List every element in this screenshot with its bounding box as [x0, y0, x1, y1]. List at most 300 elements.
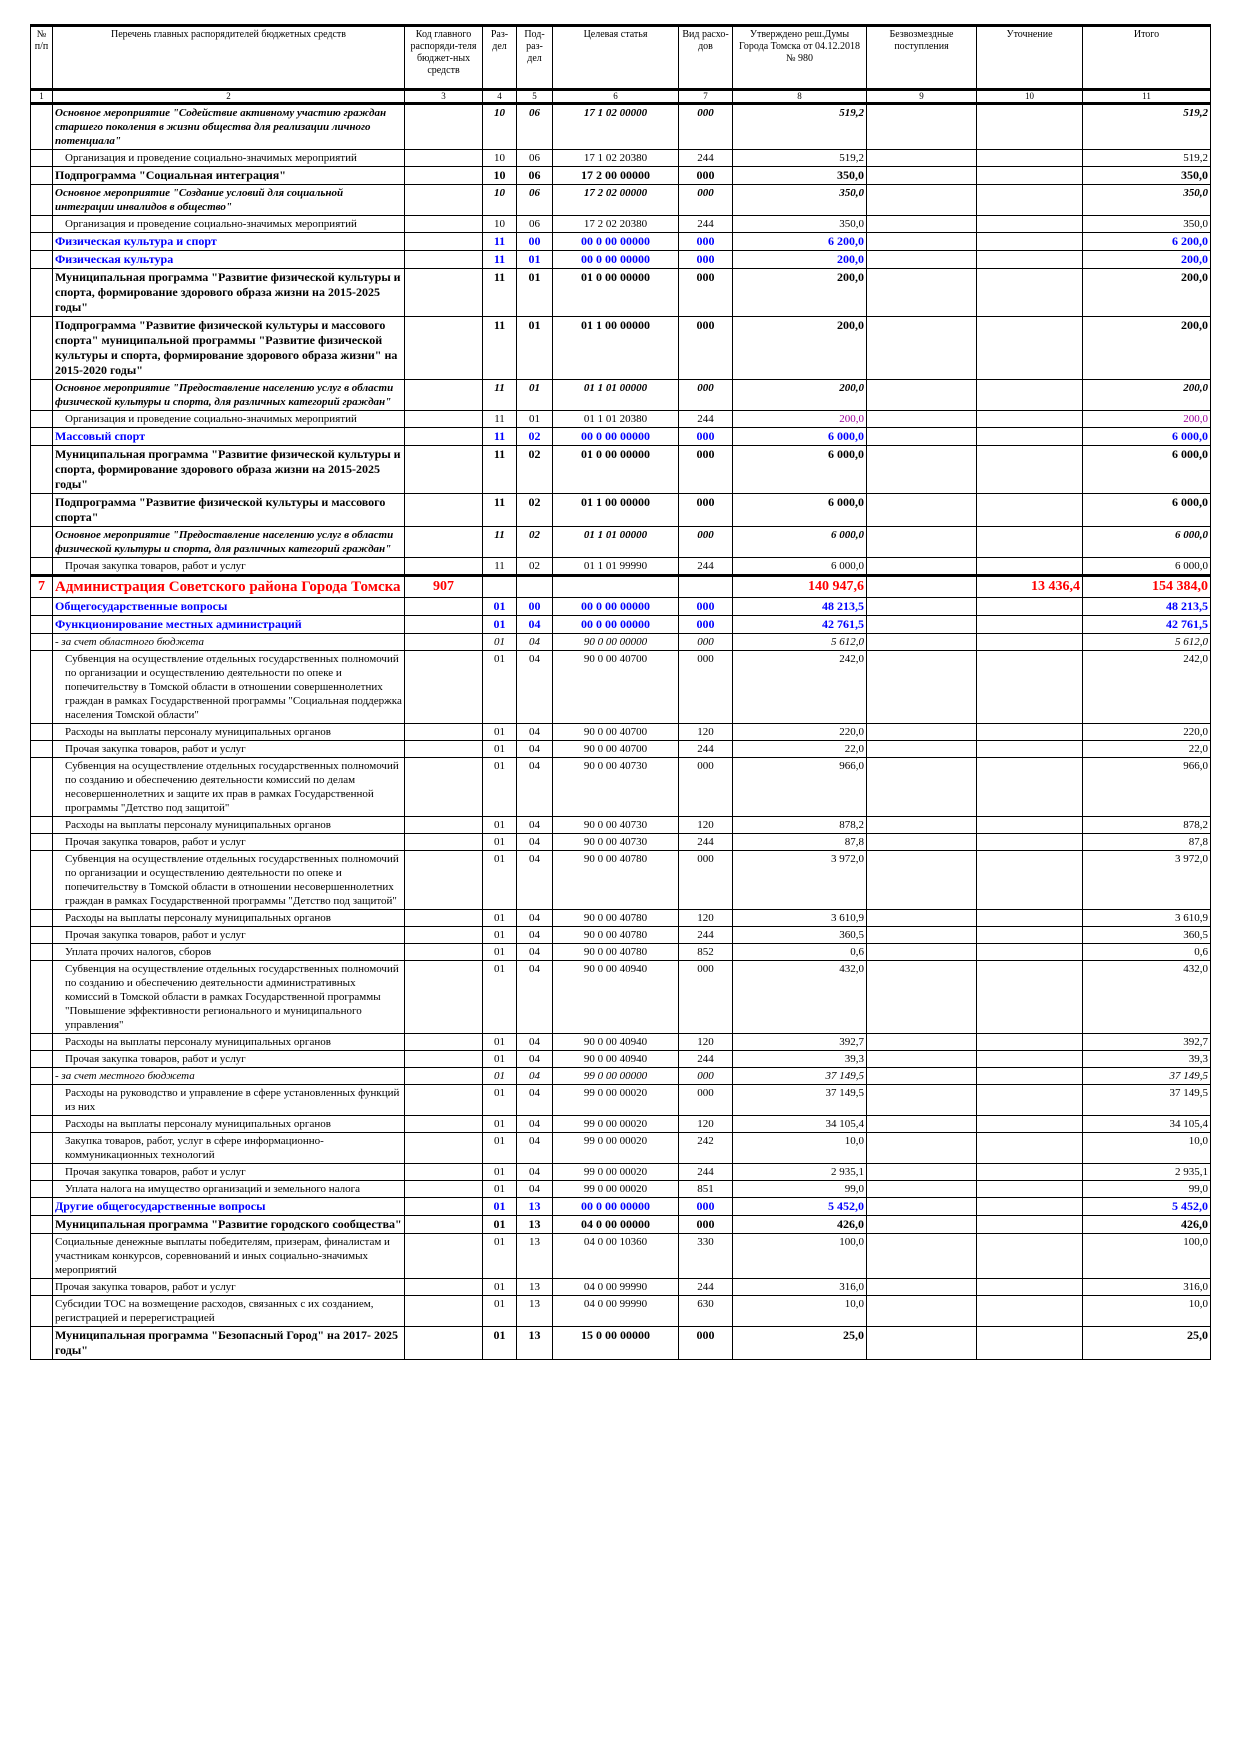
col-header-cel-statya: Целевая статья: [553, 26, 679, 90]
row-vid-rashodov: 000: [679, 446, 733, 494]
row-utverzhdeno: 5 452,0: [733, 1198, 867, 1216]
row-name: Подпрограмма "Развитие физической культуры и массового спорта" муниципальной программы "Развитие физической культуры и спорта, формирование здорового образа жизни" на 2015-2020 годы": [53, 317, 405, 380]
row-itogo: 3 972,0: [1083, 851, 1211, 910]
row-bezvozmezdnye: [867, 1234, 977, 1279]
row-itogo: 10,0: [1083, 1133, 1211, 1164]
row-name: Прочая закупка товаров, работ и услуг: [53, 1279, 405, 1296]
col-header-utverzhdeno: Утверждено реш.Думы Города Томска от 04.12.2018 № 980: [733, 26, 867, 90]
row-kod: [405, 634, 483, 651]
row-cel-statya: 90 0 00 40780: [553, 927, 679, 944]
row-utochnenie: [977, 411, 1083, 428]
row-bezvozmezdnye: [867, 851, 977, 910]
table-row: [31, 1216, 1211, 1234]
row-itogo: 6 000,0: [1083, 428, 1211, 446]
row-name: Социальные денежные выплаты победителям, призерам, финалистам и участникам конкурсов, соревнований и иных социально-значимых мероприятий: [53, 1234, 405, 1279]
row-number: [31, 1279, 53, 1296]
row-kod: [405, 150, 483, 167]
row-utochnenie: [977, 233, 1083, 251]
row-number: [31, 446, 53, 494]
row-utochnenie: [977, 1279, 1083, 1296]
row-utochnenie: [977, 1068, 1083, 1085]
row-itogo: 519,2: [1083, 150, 1211, 167]
row-podrazdel: 04: [517, 724, 553, 741]
row-utochnenie: [977, 317, 1083, 380]
row-utverzhdeno: 200,0: [733, 317, 867, 380]
row-name: Расходы на выплаты персоналу муниципальных органов: [53, 1034, 405, 1051]
table-row: [31, 651, 1211, 724]
row-number: [31, 1051, 53, 1068]
row-utverzhdeno: 6 000,0: [733, 558, 867, 576]
row-podrazdel: 04: [517, 616, 553, 634]
row-number: 7: [31, 576, 53, 598]
row-razdel: 01: [483, 1068, 517, 1085]
row-utochnenie: [977, 1034, 1083, 1051]
row-vid-rashodov: 852: [679, 944, 733, 961]
row-bezvozmezdnye: [867, 1198, 977, 1216]
row-podrazdel: 01: [517, 251, 553, 269]
row-itogo: 350,0: [1083, 216, 1211, 233]
row-name: Расходы на выплаты персоналу муниципальных органов: [53, 1116, 405, 1133]
row-number: [31, 1068, 53, 1085]
row-itogo: 392,7: [1083, 1034, 1211, 1051]
row-vid-rashodov: 000: [679, 167, 733, 185]
table-row: [31, 269, 1211, 317]
table-row: [31, 1234, 1211, 1279]
row-vid-rashodov: 000: [679, 269, 733, 317]
row-name: Прочая закупка товаров, работ и услуг: [53, 741, 405, 758]
col-number: 3: [405, 90, 483, 104]
row-name: Субвенция на осуществление отдельных государственных полномочий по созданию и обеспечению деятельности административных комиссий в Томской области в рамках Государственной программы "Повышение эффективности регионального и муниципального управления": [53, 961, 405, 1034]
row-name: Муниципальная программа "Развитие физической культуры и спорта, формирование здорового образа жизни на 2015-2025 годы": [53, 269, 405, 317]
row-kod: [405, 1327, 483, 1360]
row-bezvozmezdnye: [867, 961, 977, 1034]
row-utverzhdeno: 5 612,0: [733, 634, 867, 651]
row-utochnenie: [977, 1181, 1083, 1198]
row-vid-rashodov: 000: [679, 651, 733, 724]
table-row: [31, 1051, 1211, 1068]
row-vid-rashodov: 244: [679, 741, 733, 758]
row-podrazdel: 04: [517, 961, 553, 1034]
table-row: [31, 1116, 1211, 1133]
row-bezvozmezdnye: [867, 185, 977, 216]
row-bezvozmezdnye: [867, 1327, 977, 1360]
row-podrazdel: 04: [517, 834, 553, 851]
row-itogo: 200,0: [1083, 269, 1211, 317]
row-kod: [405, 1181, 483, 1198]
row-name: - за счет областного бюджета: [53, 634, 405, 651]
row-bezvozmezdnye: [867, 834, 977, 851]
row-number: [31, 1296, 53, 1327]
row-vid-rashodov: 851: [679, 1181, 733, 1198]
row-name: Субвенция на осуществление отдельных государственных полномочий по созданию и обеспечению деятельности комиссий по делам несовершеннолетних и защите их прав в рамках Государственной программы "Детство под защитой": [53, 758, 405, 817]
row-vid-rashodov: 000: [679, 616, 733, 634]
row-razdel: 01: [483, 961, 517, 1034]
row-podrazdel: 04: [517, 1116, 553, 1133]
row-itogo: 200,0: [1083, 251, 1211, 269]
row-cel-statya: 17 1 02 00000: [553, 104, 679, 150]
row-podrazdel: 04: [517, 927, 553, 944]
row-itogo: 200,0: [1083, 317, 1211, 380]
row-bezvozmezdnye: [867, 741, 977, 758]
row-utochnenie: [977, 1234, 1083, 1279]
row-bezvozmezdnye: [867, 576, 977, 598]
row-utverzhdeno: 220,0: [733, 724, 867, 741]
row-utochnenie: [977, 961, 1083, 1034]
row-name: Прочая закупка товаров, работ и услуг: [53, 1051, 405, 1068]
col-number: 10: [977, 90, 1083, 104]
row-vid-rashodov: 244: [679, 1164, 733, 1181]
row-itogo: 100,0: [1083, 1234, 1211, 1279]
row-kod: [405, 428, 483, 446]
row-utochnenie: [977, 758, 1083, 817]
table-row: [31, 1181, 1211, 1198]
table-row: [31, 598, 1211, 616]
table-row: [31, 185, 1211, 216]
row-cel-statya: 04 0 00 99990: [553, 1296, 679, 1327]
row-number: [31, 851, 53, 910]
row-name: Функционирование местных администраций: [53, 616, 405, 634]
row-number: [31, 527, 53, 558]
row-utochnenie: [977, 1164, 1083, 1181]
row-vid-rashodov: 000: [679, 1068, 733, 1085]
row-kod: [405, 1198, 483, 1216]
row-number: [31, 167, 53, 185]
col-number: 1: [31, 90, 53, 104]
table-row: [31, 1279, 1211, 1296]
col-number: 6: [553, 90, 679, 104]
row-itogo: 966,0: [1083, 758, 1211, 817]
row-name: Организация и проведение социально-значимых мероприятий: [53, 150, 405, 167]
row-cel-statya: 90 0 00 40700: [553, 651, 679, 724]
row-itogo: 154 384,0: [1083, 576, 1211, 598]
row-itogo: 6 200,0: [1083, 233, 1211, 251]
row-cel-statya: 99 0 00 00020: [553, 1164, 679, 1181]
row-cel-statya: 15 0 00 00000: [553, 1327, 679, 1360]
row-bezvozmezdnye: [867, 1133, 977, 1164]
row-bezvozmezdnye: [867, 104, 977, 150]
row-vid-rashodov: 000: [679, 851, 733, 910]
row-cel-statya: 99 0 00 00020: [553, 1181, 679, 1198]
row-utverzhdeno: 360,5: [733, 927, 867, 944]
row-razdel: 01: [483, 817, 517, 834]
table-row: [31, 216, 1211, 233]
row-utochnenie: [977, 380, 1083, 411]
row-cel-statya: 01 0 00 00000: [553, 446, 679, 494]
row-kod: [405, 104, 483, 150]
row-itogo: 6 000,0: [1083, 527, 1211, 558]
row-kod: [405, 167, 483, 185]
row-vid-rashodov: 242: [679, 1133, 733, 1164]
row-podrazdel: 04: [517, 817, 553, 834]
row-utverzhdeno: 42 761,5: [733, 616, 867, 634]
row-utochnenie: [977, 651, 1083, 724]
row-cel-statya: 90 0 00 40780: [553, 910, 679, 927]
col-header-name: Перечень главных распорядителей бюджетных средств: [53, 26, 405, 90]
row-name: Уплата прочих налогов, сборов: [53, 944, 405, 961]
row-razdel: 01: [483, 1234, 517, 1279]
row-bezvozmezdnye: [867, 634, 977, 651]
row-podrazdel: 13: [517, 1216, 553, 1234]
row-podrazdel: 02: [517, 527, 553, 558]
row-vid-rashodov: 000: [679, 104, 733, 150]
row-bezvozmezdnye: [867, 1116, 977, 1133]
row-cel-statya: 90 0 00 40730: [553, 817, 679, 834]
col-number: 7: [679, 90, 733, 104]
row-bezvozmezdnye: [867, 558, 977, 576]
table-row: [31, 1034, 1211, 1051]
row-name: - за счет местного бюджета: [53, 1068, 405, 1085]
row-name: Организация и проведение социально-значимых мероприятий: [53, 411, 405, 428]
row-utochnenie: [977, 1085, 1083, 1116]
row-utverzhdeno: 519,2: [733, 150, 867, 167]
row-bezvozmezdnye: [867, 1034, 977, 1051]
row-bezvozmezdnye: [867, 1181, 977, 1198]
row-utochnenie: [977, 910, 1083, 927]
row-utochnenie: [977, 104, 1083, 150]
row-number: [31, 634, 53, 651]
row-razdel: 01: [483, 910, 517, 927]
row-bezvozmezdnye: [867, 216, 977, 233]
row-cel-statya: 90 0 00 40730: [553, 834, 679, 851]
row-vid-rashodov: 330: [679, 1234, 733, 1279]
budget-table: [30, 24, 1211, 1360]
row-vid-rashodov: 000: [679, 1198, 733, 1216]
row-bezvozmezdnye: [867, 251, 977, 269]
row-number: [31, 598, 53, 616]
row-name: Субсидии ТОС на возмещение расходов, связанных с их созданием, регистрацией и перерегистрацией: [53, 1296, 405, 1327]
row-utochnenie: [977, 216, 1083, 233]
table-row: [31, 317, 1211, 380]
row-utverzhdeno: 0,6: [733, 944, 867, 961]
row-kod: [405, 1116, 483, 1133]
row-itogo: 10,0: [1083, 1296, 1211, 1327]
row-number: [31, 944, 53, 961]
row-number: [31, 150, 53, 167]
row-number: [31, 1034, 53, 1051]
row-vid-rashodov: 000: [679, 185, 733, 216]
row-podrazdel: 04: [517, 1034, 553, 1051]
row-number: [31, 927, 53, 944]
row-kod: [405, 616, 483, 634]
table-row: [31, 910, 1211, 927]
row-name: Прочая закупка товаров, работ и услуг: [53, 834, 405, 851]
row-kod: [405, 651, 483, 724]
row-name: Расходы на руководство и управление в сфере установленных функций из них: [53, 1085, 405, 1116]
table-row: [31, 411, 1211, 428]
table-row: [31, 150, 1211, 167]
row-number: [31, 817, 53, 834]
row-podrazdel: 04: [517, 651, 553, 724]
row-kod: [405, 1133, 483, 1164]
row-itogo: 350,0: [1083, 185, 1211, 216]
row-razdel: 11: [483, 233, 517, 251]
row-utverzhdeno: 350,0: [733, 185, 867, 216]
row-number: [31, 380, 53, 411]
table-row: [31, 851, 1211, 910]
row-itogo: 6 000,0: [1083, 494, 1211, 527]
row-cel-statya: 99 0 00 00020: [553, 1133, 679, 1164]
row-utochnenie: [977, 150, 1083, 167]
row-utverzhdeno: 87,8: [733, 834, 867, 851]
row-razdel: 11: [483, 446, 517, 494]
row-podrazdel: 04: [517, 634, 553, 651]
row-itogo: 3 610,9: [1083, 910, 1211, 927]
row-utverzhdeno: 350,0: [733, 167, 867, 185]
row-itogo: 426,0: [1083, 1216, 1211, 1234]
row-name: Подпрограмма "Социальная интеграция": [53, 167, 405, 185]
row-itogo: 5 452,0: [1083, 1198, 1211, 1216]
row-kod: [405, 1068, 483, 1085]
row-podrazdel: 01: [517, 380, 553, 411]
row-itogo: 350,0: [1083, 167, 1211, 185]
row-kod: [405, 233, 483, 251]
row-number: [31, 411, 53, 428]
row-utochnenie: [977, 1051, 1083, 1068]
col-header-num: № п/п: [31, 26, 53, 90]
row-utverzhdeno: 6 000,0: [733, 446, 867, 494]
row-number: [31, 741, 53, 758]
table-row: [31, 1133, 1211, 1164]
col-header-utochnenie: Уточнение: [977, 26, 1083, 90]
row-cel-statya: 04 0 00 10360: [553, 1234, 679, 1279]
row-utochnenie: [977, 1198, 1083, 1216]
row-name: Физическая культура и спорт: [53, 233, 405, 251]
table-row: [31, 1068, 1211, 1085]
row-cel-statya: 00 0 00 00000: [553, 598, 679, 616]
row-podrazdel: 02: [517, 558, 553, 576]
row-razdel: 11: [483, 527, 517, 558]
row-utochnenie: [977, 428, 1083, 446]
row-utverzhdeno: 48 213,5: [733, 598, 867, 616]
row-utverzhdeno: 10,0: [733, 1133, 867, 1164]
budget-table-body: [31, 104, 1211, 1360]
column-number-row: [31, 90, 1211, 104]
row-podrazdel: 02: [517, 494, 553, 527]
row-number: [31, 185, 53, 216]
row-kod: 907: [405, 576, 483, 598]
row-razdel: 10: [483, 104, 517, 150]
row-vid-rashodov: 630: [679, 1296, 733, 1327]
row-utochnenie: [977, 834, 1083, 851]
row-razdel: 01: [483, 1181, 517, 1198]
col-number: 9: [867, 90, 977, 104]
row-utochnenie: [977, 944, 1083, 961]
table-row: [31, 380, 1211, 411]
col-header-razdel: Раз-дел: [483, 26, 517, 90]
row-vid-rashodov: 000: [679, 634, 733, 651]
row-itogo: 5 612,0: [1083, 634, 1211, 651]
row-razdel: 11: [483, 411, 517, 428]
row-vid-rashodov: 244: [679, 150, 733, 167]
row-bezvozmezdnye: [867, 598, 977, 616]
row-utverzhdeno: 6 000,0: [733, 527, 867, 558]
table-row: [31, 558, 1211, 576]
table-row: [31, 1327, 1211, 1360]
row-cel-statya: 90 0 00 40700: [553, 724, 679, 741]
row-number: [31, 1198, 53, 1216]
col-number: 11: [1083, 90, 1211, 104]
row-number: [31, 1164, 53, 1181]
row-kod: [405, 834, 483, 851]
row-cel-statya: 17 1 02 20380: [553, 150, 679, 167]
row-number: [31, 724, 53, 741]
row-itogo: 37 149,5: [1083, 1068, 1211, 1085]
row-number: [31, 758, 53, 817]
row-itogo: 316,0: [1083, 1279, 1211, 1296]
row-podrazdel: 13: [517, 1327, 553, 1360]
row-cel-statya: 90 0 00 40940: [553, 1051, 679, 1068]
row-utverzhdeno: 37 149,5: [733, 1068, 867, 1085]
row-bezvozmezdnye: [867, 1279, 977, 1296]
table-row: [31, 104, 1211, 150]
row-podrazdel: 04: [517, 910, 553, 927]
row-cel-statya: 90 0 00 40780: [553, 944, 679, 961]
row-number: [31, 834, 53, 851]
row-vid-rashodov: 000: [679, 233, 733, 251]
row-razdel: 01: [483, 651, 517, 724]
row-razdel: 01: [483, 724, 517, 741]
row-utochnenie: 13 436,4: [977, 576, 1083, 598]
row-razdel: 01: [483, 1085, 517, 1116]
row-vid-rashodov: 244: [679, 834, 733, 851]
row-utverzhdeno: 3 610,9: [733, 910, 867, 927]
row-name: Прочая закупка товаров, работ и услуг: [53, 1164, 405, 1181]
table-row: [31, 724, 1211, 741]
col-header-bezvozmezdnye: Безвозмездные поступления: [867, 26, 977, 90]
row-utverzhdeno: 432,0: [733, 961, 867, 1034]
row-bezvozmezdnye: [867, 269, 977, 317]
row-itogo: 878,2: [1083, 817, 1211, 834]
row-podrazdel: 04: [517, 1085, 553, 1116]
row-number: [31, 494, 53, 527]
row-bezvozmezdnye: [867, 1051, 977, 1068]
row-number: [31, 1116, 53, 1133]
row-number: [31, 216, 53, 233]
row-number: [31, 616, 53, 634]
row-itogo: 34 105,4: [1083, 1116, 1211, 1133]
row-cel-statya: 90 0 00 40730: [553, 758, 679, 817]
row-utochnenie: [977, 1296, 1083, 1327]
row-cel-statya: 90 0 00 40940: [553, 1034, 679, 1051]
row-razdel: 01: [483, 1296, 517, 1327]
row-utverzhdeno: 200,0: [733, 269, 867, 317]
row-name: Основное мероприятие "Предоставление населению услуг в области физической культуры и спорта, для различных категорий граждан": [53, 527, 405, 558]
row-number: [31, 233, 53, 251]
row-utochnenie: [977, 251, 1083, 269]
row-kod: [405, 817, 483, 834]
table-row: [31, 634, 1211, 651]
row-kod: [405, 317, 483, 380]
table-row: [31, 961, 1211, 1034]
row-kod: [405, 1234, 483, 1279]
row-name: Основное мероприятие "Содействие активному участию граждан старшего поколения в жизни общества для реализации личного потенциала": [53, 104, 405, 150]
row-number: [31, 961, 53, 1034]
row-kod: [405, 758, 483, 817]
row-bezvozmezdnye: [867, 150, 977, 167]
row-podrazdel: 13: [517, 1198, 553, 1216]
row-utverzhdeno: 39,3: [733, 1051, 867, 1068]
row-kod: [405, 1164, 483, 1181]
row-vid-rashodov: 120: [679, 817, 733, 834]
row-razdel: 10: [483, 150, 517, 167]
row-number: [31, 651, 53, 724]
row-cel-statya: 17 2 02 00000: [553, 185, 679, 216]
row-itogo: 25,0: [1083, 1327, 1211, 1360]
row-cel-statya: 90 0 00 00000: [553, 634, 679, 651]
row-kod: [405, 446, 483, 494]
row-vid-rashodov: 120: [679, 724, 733, 741]
row-utochnenie: [977, 741, 1083, 758]
